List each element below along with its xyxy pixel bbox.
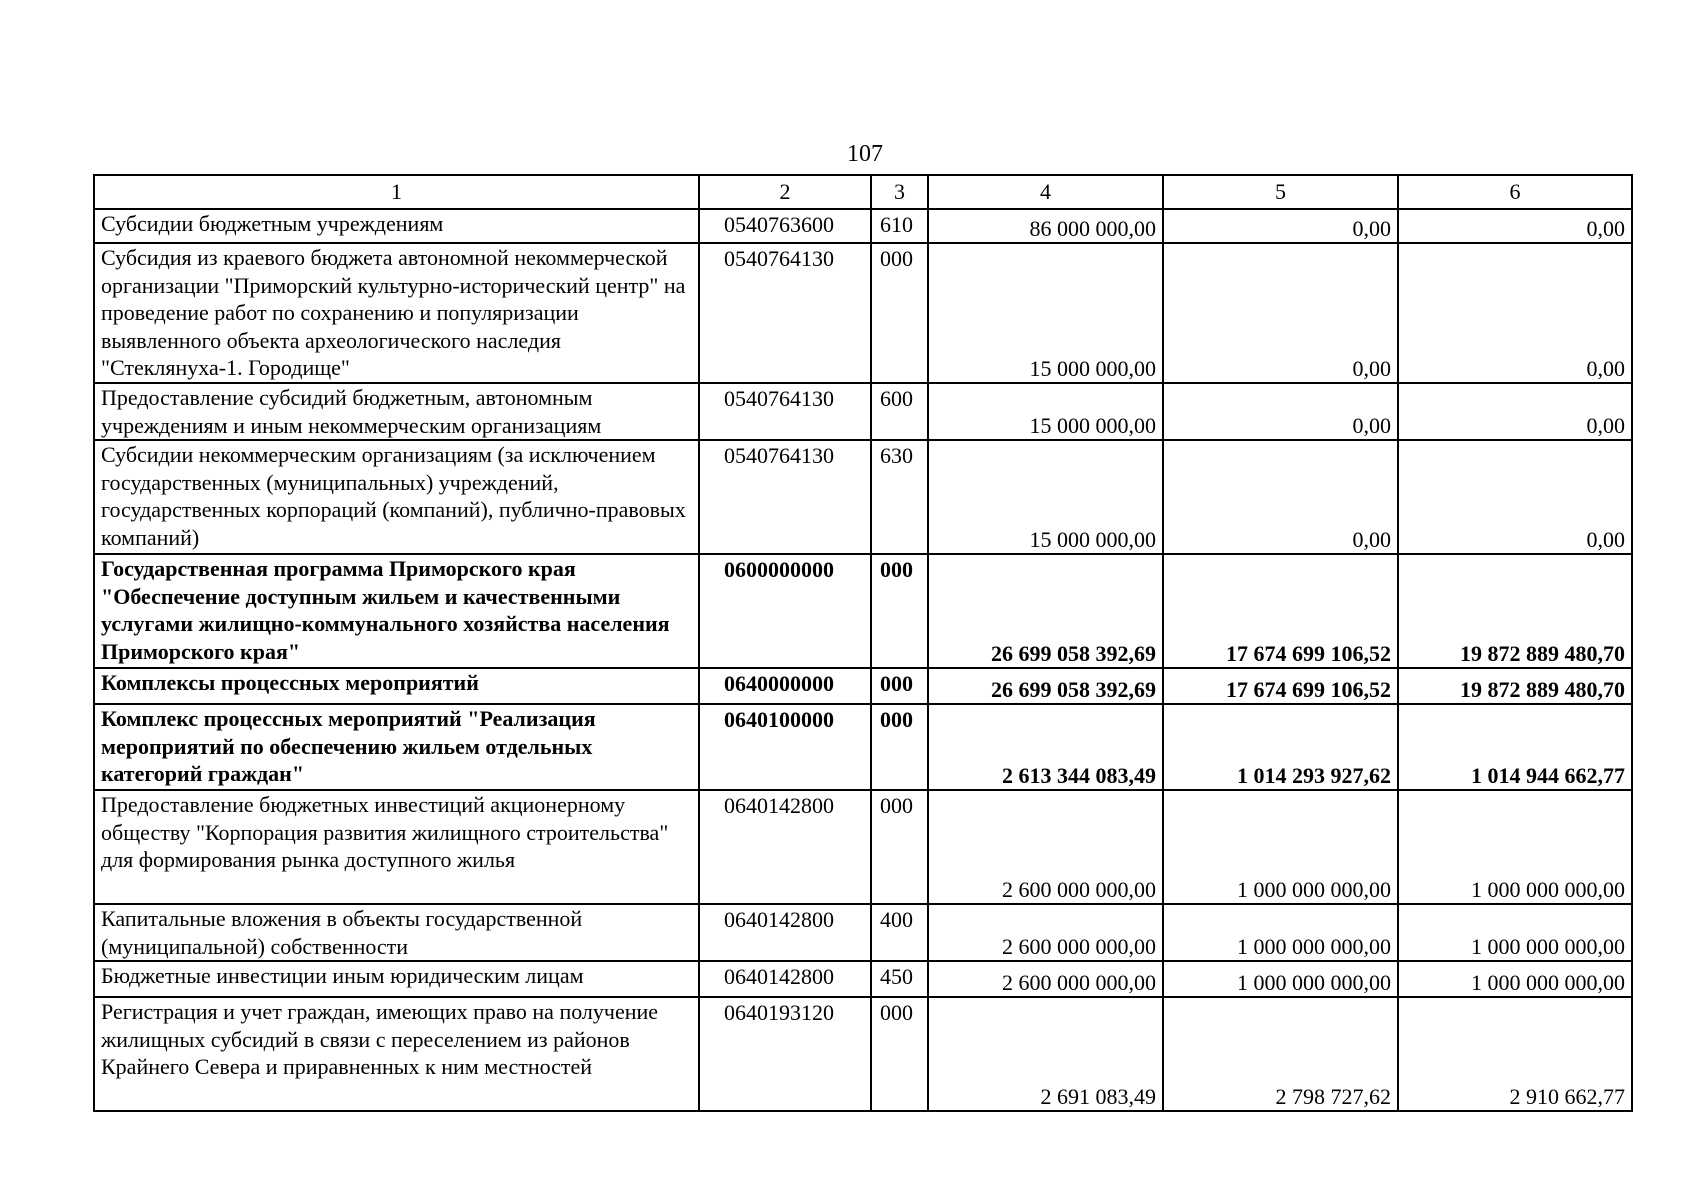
table-row	[94, 997, 1632, 1111]
row-amount-col6: 2 910 662,77	[1398, 997, 1632, 1111]
row-expense-type: 000	[871, 243, 928, 383]
column-header-4: 4	[928, 175, 1163, 209]
row-amount-col6: 0,00	[1398, 209, 1632, 243]
row-amount-col5: 1 000 000 000,00	[1163, 961, 1398, 997]
row-amount-col5: 17 674 699 106,52	[1163, 668, 1398, 704]
row-expense-type: 000	[871, 997, 928, 1111]
table-row	[94, 209, 1632, 243]
row-expense-type: 600	[871, 383, 928, 440]
budget-table	[93, 174, 1633, 1112]
row-amount-col4: 15 000 000,00	[928, 243, 1163, 383]
row-amount-col5: 0,00	[1163, 243, 1398, 383]
table-row-program	[94, 554, 1632, 668]
row-amount-col4: 86 000 000,00	[928, 209, 1163, 243]
row-amount-col4: 2 613 344 083,49	[928, 704, 1163, 790]
row-amount-col5: 1 000 000 000,00	[1163, 790, 1398, 904]
table-body	[94, 209, 1632, 1111]
column-header-3: 3	[871, 175, 928, 209]
row-expense-type: 610	[871, 209, 928, 243]
table-row	[94, 790, 1632, 904]
page-number: 107	[847, 141, 883, 167]
row-name: Бюджетные инвестиции иным юридическим лицам	[94, 961, 699, 997]
row-expense-type: 000	[871, 668, 928, 704]
row-amount-col4: 2 600 000 000,00	[928, 904, 1163, 961]
column-header-2: 2	[699, 175, 871, 209]
column-header-1: 1	[94, 175, 699, 209]
row-amount-col6: 1 000 000 000,00	[1398, 790, 1632, 904]
row-name: Предоставление бюджетных инвестиций акционерному обществу "Корпорация развития жилищного строительства" для формирования рынка доступного жилья	[94, 790, 699, 904]
column-header-6: 6	[1398, 175, 1632, 209]
row-target-code: 0640142800	[699, 904, 871, 961]
row-name: Субсидия из краевого бюджета автономной некоммерческой организации "Приморский культурно-исторический центр" на проведение работ по сохранению и популяризации выявленного объекта археологического наследия "Стеклянуха-1. Городище"	[94, 243, 699, 383]
row-target-code: 0640100000	[699, 704, 871, 790]
table-row	[94, 243, 1632, 383]
table-row	[94, 961, 1632, 997]
row-name: Капитальные вложения в объекты государственной (муниципальной) собственности	[94, 904, 699, 961]
row-expense-type: 000	[871, 554, 928, 668]
table-row	[94, 383, 1632, 440]
row-amount-col4: 2 600 000 000,00	[928, 790, 1163, 904]
row-amount-col5: 0,00	[1163, 440, 1398, 554]
row-amount-col5: 1 000 000 000,00	[1163, 904, 1398, 961]
row-target-code: 0640193120	[699, 997, 871, 1111]
row-amount-col6: 19 872 889 480,70	[1398, 554, 1632, 668]
row-amount-col6: 0,00	[1398, 243, 1632, 383]
table-row-complex	[94, 704, 1632, 790]
row-amount-col6: 0,00	[1398, 440, 1632, 554]
row-target-code: 0640142800	[699, 790, 871, 904]
row-name: Субсидии некоммерческим организациям (за исключением государственных (муниципальных) учреждений, государственных корпораций (компаний), публично-правовых компаний)	[94, 440, 699, 554]
row-name: Предоставление субсидий бюджетным, автономным учреждениям и иным некоммерческим организациям	[94, 383, 699, 440]
row-target-code: 0600000000	[699, 554, 871, 668]
row-amount-col5: 0,00	[1163, 383, 1398, 440]
row-target-code: 0640142800	[699, 961, 871, 997]
row-target-code: 0540764130	[699, 243, 871, 383]
row-amount-col6: 1 014 944 662,77	[1398, 704, 1632, 790]
row-target-code: 0540764130	[699, 383, 871, 440]
row-name: Субсидии бюджетным учреждениям	[94, 209, 699, 243]
row-name: Регистрация и учет граждан, имеющих право на получение жилищных субсидий в связи с переселением из районов Крайнего Севера и приравненных к ним местностей	[94, 997, 699, 1111]
row-amount-col5: 2 798 727,62	[1163, 997, 1398, 1111]
row-amount-col5: 0,00	[1163, 209, 1398, 243]
row-amount-col5: 17 674 699 106,52	[1163, 554, 1398, 668]
row-name: Комплексы процессных мероприятий	[94, 668, 699, 704]
row-amount-col6: 19 872 889 480,70	[1398, 668, 1632, 704]
table-row	[94, 440, 1632, 554]
row-target-code: 0540764130	[699, 440, 871, 554]
row-amount-col4: 26 699 058 392,69	[928, 554, 1163, 668]
row-name: Комплекс процессных мероприятий "Реализация мероприятий по обеспечению жильем отдельных категорий граждан"	[94, 704, 699, 790]
table-header-row	[94, 175, 1632, 209]
row-amount-col6: 1 000 000 000,00	[1398, 961, 1632, 997]
row-target-code: 0540763600	[699, 209, 871, 243]
row-target-code: 0640000000	[699, 668, 871, 704]
row-amount-col4: 2 691 083,49	[928, 997, 1163, 1111]
table-row	[94, 904, 1632, 961]
row-amount-col6: 1 000 000 000,00	[1398, 904, 1632, 961]
row-expense-type: 450	[871, 961, 928, 997]
row-amount-col6: 0,00	[1398, 383, 1632, 440]
row-expense-type: 400	[871, 904, 928, 961]
table-row-subtotal	[94, 668, 1632, 704]
row-expense-type: 630	[871, 440, 928, 554]
row-expense-type: 000	[871, 704, 928, 790]
row-name: Государственная программа Приморского края "Обеспечение доступным жильем и качественными услугами жилищно-коммунального хозяйства населения Приморского края"	[94, 554, 699, 668]
row-expense-type: 000	[871, 790, 928, 904]
row-amount-col5: 1 014 293 927,62	[1163, 704, 1398, 790]
row-amount-col4: 15 000 000,00	[928, 383, 1163, 440]
row-amount-col4: 15 000 000,00	[928, 440, 1163, 554]
column-header-5: 5	[1163, 175, 1398, 209]
row-amount-col4: 26 699 058 392,69	[928, 668, 1163, 704]
row-amount-col4: 2 600 000 000,00	[928, 961, 1163, 997]
